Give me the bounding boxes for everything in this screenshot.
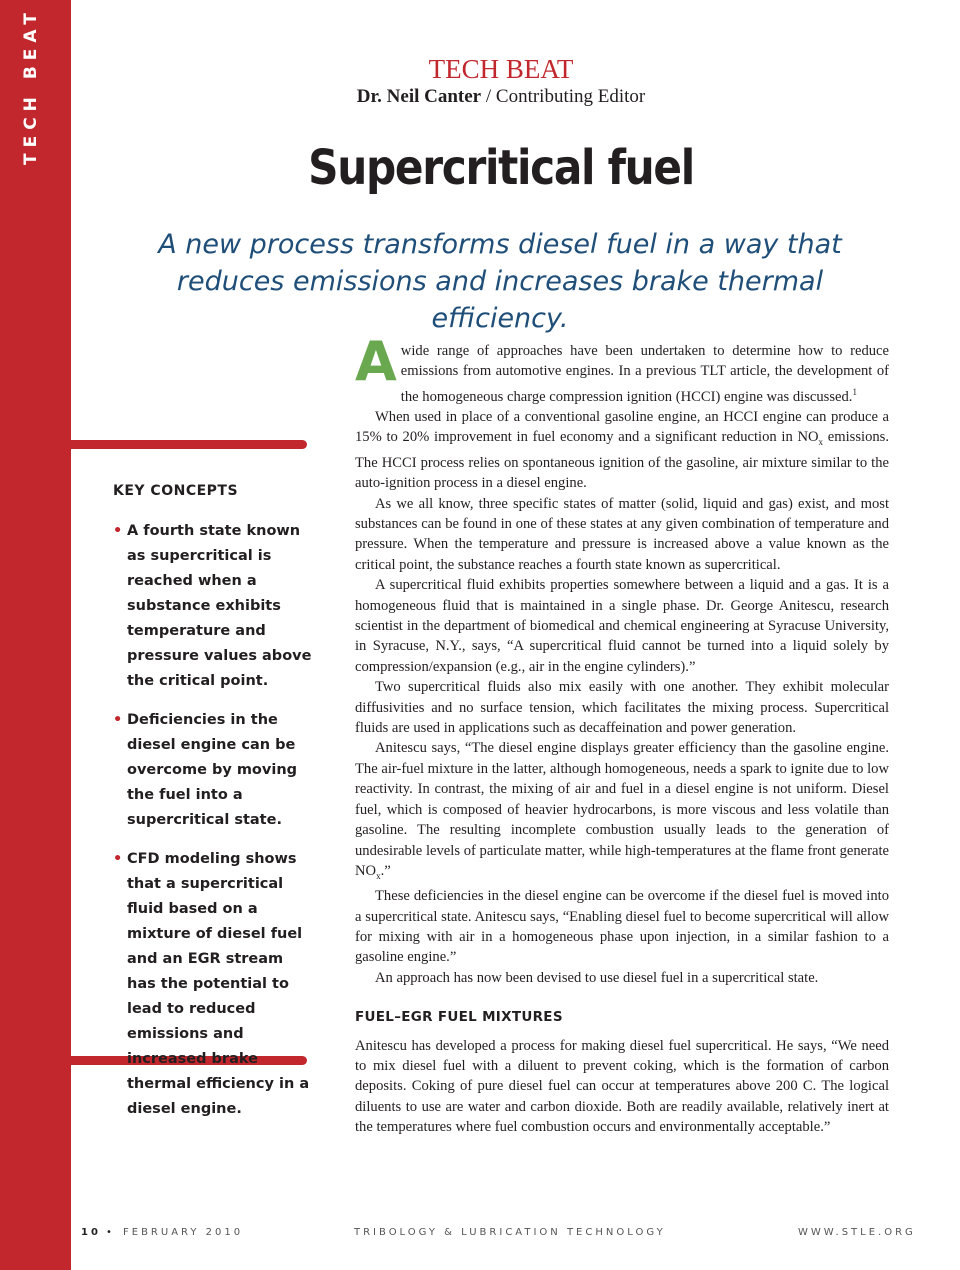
subscript: x	[818, 437, 824, 448]
paragraph: These deficiencies in the diesel engine can be overcome if the diesel fuel is moved into a supercritical state. Anitescu says, “Enabling diesel fuel to become supercritical will allow for mixing with air in a homogeneous phase upon injection, in a similar fashion to a gasoline engine.”	[355, 888, 889, 966]
bullet-icon: •	[113, 712, 123, 728]
paragraph	[355, 738, 889, 886]
magazine-name: TRIBOLOGY & LUBRICATION TECHNOLOGY	[354, 1227, 666, 1238]
author-name: Dr. Neil Canter	[356, 86, 482, 107]
paragraph-text: emissions. The HCCI process relies on spontaneous ignition of the gasoline, air mixture similar to the auto-ignition process in a diesel engine.	[355, 429, 889, 492]
paragraph	[355, 330, 889, 407]
page-number: 10	[81, 1227, 101, 1238]
side-section-label: TECH BEAT	[21, 7, 41, 165]
paragraph-text: Anitescu says, “The diesel engine displays greater efficiency than the gasoline engine. The air-fuel mixture in the latter, although homogeneous, needs a spark to ignite due to low reactivity. In contrast, the mixing of air and fuel in a diesel engine is not uniform. Diesel fuel, which is composed of heavier hydrocarbons, is more viscous and less volatile than gasoline. The resulting incomplete combustion usually leads to the generation of undesirable levels of particulate matter, while high-temperatures at the flame front generate NO	[355, 740, 889, 879]
key-concept-item	[113, 847, 313, 1122]
section-subhead: FUEL–EGR FUEL MIXTURES	[355, 1009, 563, 1026]
website-url: WWW.STLE.ORG	[798, 1227, 916, 1238]
drop-cap: A	[355, 330, 397, 393]
key-concepts-heading: KEY CONCEPTS	[113, 483, 239, 499]
key-concept-text: A fourth state known as supercritical is reached when a substance exhibits temperature and pressure values above the critical point.	[127, 523, 312, 689]
article-headline: Supercritical fuel	[308, 140, 694, 196]
paragraph: Anitescu has developed a process for making diesel fuel supercritical. He says, “We need to mix diesel fuel with a diluent to prevent coking, which is the formation of carbon deposits. Coking of pure diesel fuel can occur at temperatures above 200 C. The logical diluents to use are water and carbon dioxide. Both are readily available, relatively inert at the temperatures where fuel combustion occurs and environmentally acceptable.”	[355, 1037, 889, 1136]
paragraph: An approach has now been devised to use diesel fuel in a supercritical state.	[375, 969, 819, 986]
paragraph: Two supercritical fluids also mix easily with one another. They exhibit molecular diffusivities and no surface tension, which facilitates the mixing process. Supercritical fluids are used in applications such as decaffeination and power generation.	[355, 679, 889, 737]
footer-separator: •	[106, 1227, 115, 1238]
paragraph-text: .”	[380, 862, 391, 879]
bullet-icon: •	[113, 523, 123, 539]
issue-date: FEBRUARY 2010	[123, 1227, 244, 1238]
footnote-marker: 1	[852, 386, 857, 397]
byline	[71, 86, 931, 108]
paragraph: As we all know, three specific states of matter (solid, liquid and gas) exist, and most substances can be found in one of these states at any given combination of temperature and pressure. When the temperature and pressure is increased above a value known as the critical point, the substance reaches a fourth state known as supercritical.	[355, 495, 889, 573]
subscript: x	[376, 870, 381, 881]
section-title: TECH BEAT	[428, 54, 574, 84]
paragraph-text: wide range of approaches have been undertaken to determine how to reduce emissions from automotive engines. In a previous TLT article, the development of the homogeneous charge compression ignition (HCCI) engine was discussed.	[400, 343, 889, 405]
author-role: Contributing Editor	[495, 86, 646, 107]
key-concept-item	[113, 519, 313, 694]
paragraph-text: When used in place of a conventional gasoline engine, an HCCI engine can produce a 15% to 20% improvement in fuel economy and a significant reduction in NO	[355, 409, 889, 446]
article-body	[355, 330, 889, 1138]
paragraph: A supercritical fluid exhibits properties somewhere between a liquid and a gas. It is a homogeneous fluid that is maintained in a single phase. Dr. George Anitescu, research scientist in the department of biomedical and chemical engineering at Syracuse University, in Syracuse, N.Y., says, “A supercritical fluid cannot be turned into a liquid solely by compression/expansion (e.g., air in the engine cylinders).”	[355, 577, 889, 675]
key-concept-text: CFD modeling shows that a supercritical fluid based on a mixture of diesel fuel and an EGR stream has the potential to lead to reduced emissions and increased brake thermal efficiency in a diesel engine.	[127, 851, 310, 1117]
key-concept-text: Deficiencies in the diesel engine can be overcome by moving the fuel into a supercritical state.	[127, 712, 298, 828]
key-concept-item	[113, 708, 313, 833]
key-concepts-box	[113, 483, 313, 1136]
bullet-icon: •	[113, 851, 123, 867]
article-deck: A new process transforms diesel fuel in a way that reduces emissions and increases brake thermal efficiency.	[158, 229, 842, 334]
key-concepts-list	[113, 519, 313, 1122]
byline-separator: /	[481, 86, 496, 107]
side-bar	[0, 0, 71, 1270]
paragraph	[355, 407, 889, 494]
sidebar-rule-top	[71, 440, 307, 449]
